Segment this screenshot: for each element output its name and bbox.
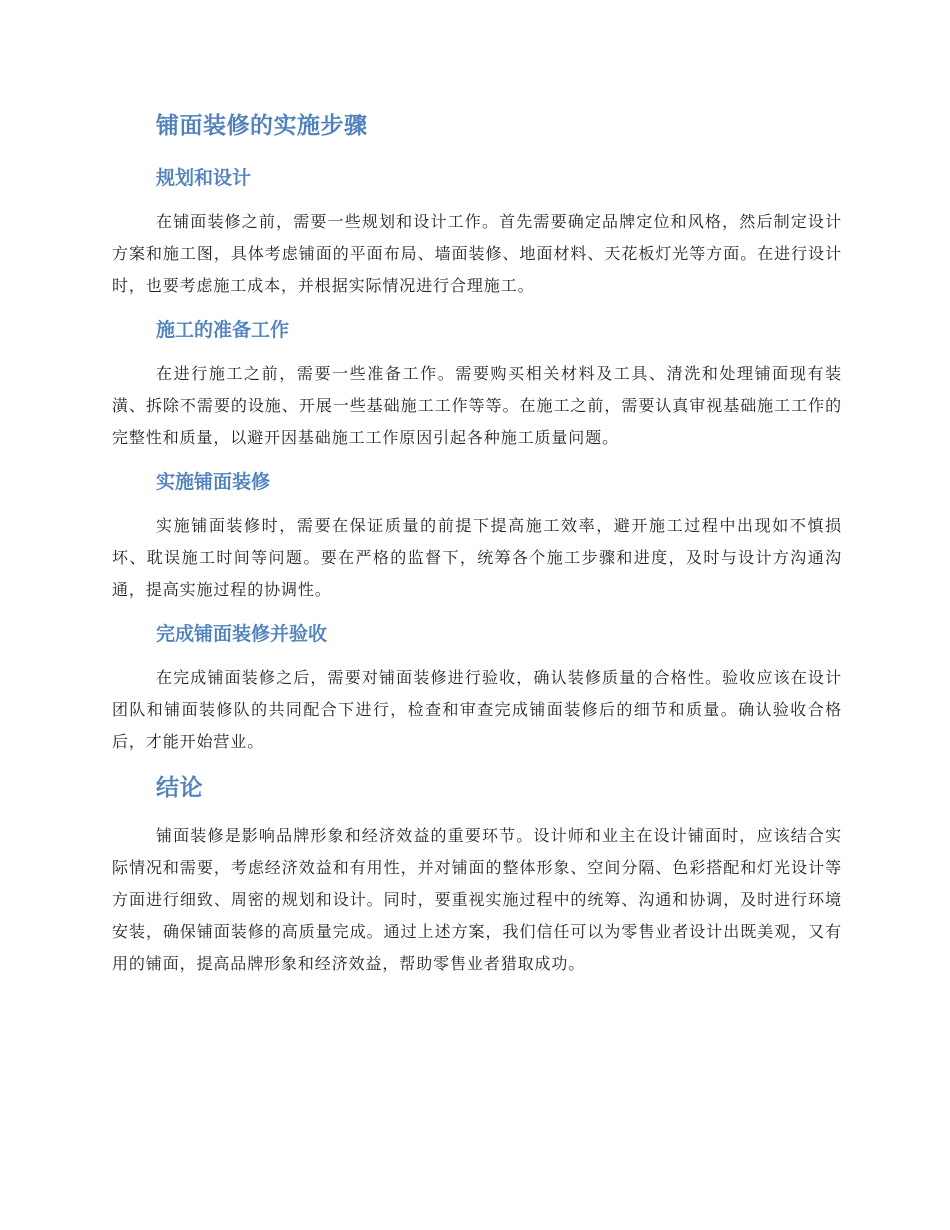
section-heading-preparation: 施工的准备工作 [156,319,290,341]
document-title: 铺面装修的实施步骤 [156,113,368,139]
section-heading-planning: 规划和设计 [156,167,252,189]
section-paragraph-acceptance: 在完成铺面装修之后，需要对铺面装修进行验收，确认装修质量的合格性。验收应该在设计团队和铺面装修队的共同配合下进行，检查和审查完成铺面装修后的细节和质量。确认验收合格后，才能开始营业。 [112,668,842,751]
conclusion-heading: 结论 [156,775,203,801]
section-paragraph-planning: 在铺面装修之前，需要一些规划和设计工作。首先需要确定品牌定位和风格，然后制定设计方案和施工图，具体考虑铺面的平面布局、墙面装修、地面材料、天花板灯光等方面。在进行设计时，也要考虑施工成本，并根据实际情况进行合理施工。 [112,212,842,295]
document-body [112,108,842,980]
section-paragraph-preparation: 在进行施工之前，需要一些准备工作。需要购买相关材料及工具、清洗和处理铺面现有装潢、拆除不需要的设施、开展一些基础施工工作等等。在施工之前，需要认真审视基础施工工作的完整性和质量，以避开因基础施工工作原因引起各种施工质量问题。 [112,364,842,447]
conclusion-paragraph: 铺面装修是影响品牌形象和经济效益的重要环节。设计师和业主在设计铺面时，应该结合实际情况和需要，考虑经济效益和有用性，并对铺面的整体形象、空间分隔、色彩搭配和灯光设计等方面进行细致、周密的规划和设计。同时，要重视实施过程中的统筹、沟通和协调，及时进行环境安装，确保铺面装修的高质量完成。通过上述方案，我们信任可以为零售业者设计出既美观，又有用的铺面，提高品牌形象和经济效益，帮助零售业者猎取成功。 [112,826,842,973]
section-heading-acceptance: 完成铺面装修并验收 [156,623,328,645]
section-paragraph-implementation: 实施铺面装修时，需要在保证质量的前提下提高施工效率，避开施工过程中出现如不慎损坏、耽误施工时间等问题。要在严格的监督下，统筹各个施工步骤和进度，及时与设计方沟通沟通，提高实施过程的协调性。 [112,516,842,599]
section-heading-implementation: 实施铺面装修 [156,471,271,493]
